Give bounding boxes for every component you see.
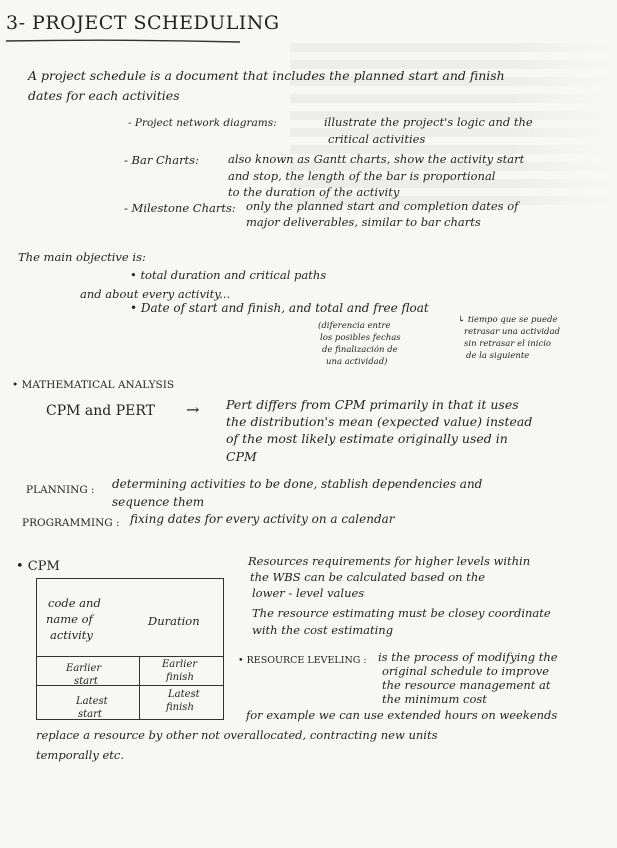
cpm-box-latest-finish-2: finish — [166, 702, 194, 713]
type-milestone-line-1: only the planned start and completion dates of — [246, 199, 519, 213]
type-network-label: - Project network diagrams: — [128, 117, 277, 129]
note-left-4: una actividad) — [326, 357, 388, 367]
math-line-1: Pert differs from CPM primarily in that it uses — [226, 397, 519, 412]
note-right-1: ↳ tiempo que se puede — [458, 315, 558, 325]
note-right-3: sin retrasar el inicio — [464, 339, 552, 349]
cpm-box-earlier-start-1: Earlier — [66, 663, 102, 674]
type-network-line-2: critical activities — [328, 132, 426, 146]
resources-line-3: lower - level values — [252, 586, 365, 600]
type-milestone-label: - Milestone Charts: — [124, 201, 236, 215]
objective-heading: The main objective is: — [18, 250, 146, 264]
intro-line-2: dates for each activities — [28, 88, 180, 103]
cpm-box-code-2: name of — [46, 612, 93, 626]
objective-cont: and about every activity... — [80, 287, 231, 301]
resources-line-4: The resource estimating must be closey coordinate — [252, 606, 551, 620]
cpm-heading: • CPM — [16, 559, 60, 574]
planning-label: PLANNING : — [26, 484, 95, 496]
cpm-box-latest-start-2: start — [78, 709, 102, 720]
example-line-1: for example we can use extended hours on weekends — [246, 708, 558, 722]
leveling-line-4: the minimum cost — [382, 692, 487, 706]
note-right-4: de la siguiente — [466, 351, 530, 361]
cpm-box-code-1: code and — [48, 596, 101, 610]
resources-line-5: with the cost estimating — [252, 623, 394, 637]
type-bar-line-3: to the duration of the activity — [228, 185, 400, 199]
cpm-box-latest-finish-1: Latest — [168, 689, 200, 700]
type-bar-label: - Bar Charts: — [124, 153, 199, 167]
cpm-box-earlier-start-2: start — [74, 676, 98, 687]
note-left-2: los posibles fechas — [320, 333, 401, 343]
leveling-line-2: original schedule to improve — [382, 664, 550, 678]
cpm-box-duration: Duration — [148, 614, 200, 628]
example-line-2: replace a resource by other not overallocated, contracting new units — [36, 728, 438, 742]
planning-line-1: determining activities to be done, stablish dependencies and — [112, 477, 483, 491]
math-line-3: of the most likely estimate originally used in — [226, 431, 508, 446]
resources-line-2: the WBS can be calculated based on the — [250, 570, 486, 584]
objective-bullet-1: • total duration and critical paths — [130, 268, 327, 282]
cpm-box-latest-start-1: Latest — [76, 696, 108, 707]
leveling-line-3: the resource management at — [382, 678, 551, 692]
cpm-box-earlier-finish-2: finish — [166, 672, 194, 683]
resources-line-1: Resources requirements for higher levels within — [248, 554, 531, 568]
type-milestone-line-2: major deliverables, similar to bar charts — [246, 215, 481, 229]
programming-text: fixing dates for every activity on a calendar — [130, 512, 395, 526]
planning-line-2: sequence them — [112, 495, 205, 509]
leveling-line-1: is the process of modifying the — [378, 650, 558, 664]
objective-bullet-2: • Date of start and finish, and total and free float — [130, 301, 429, 315]
type-bar-line-1: also known as Gantt charts, show the activity start — [228, 152, 525, 166]
note-right-2: retrasar una actividad — [464, 327, 560, 337]
math-line-4: CPM — [226, 449, 257, 464]
math-line-2: the distribution's mean (expected value) instead — [226, 414, 533, 429]
programming-label: PROGRAMMING : — [22, 517, 120, 529]
cpm-box-earlier-finish-1: Earlier — [162, 659, 198, 670]
math-arrow: → — [186, 400, 200, 419]
title-underline — [4, 38, 244, 44]
math-heading: • MATHEMATICAL ANALYSIS — [12, 379, 175, 391]
page-title: 3- PROJECT SCHEDULING — [6, 12, 280, 34]
example-line-3: temporally etc. — [36, 748, 125, 762]
type-bar-line-2: and stop, the length of the bar is proportional — [228, 169, 496, 183]
cpm-box-code-3: activity — [50, 628, 93, 642]
leveling-label: • RESOURCE LEVELING : — [238, 655, 367, 666]
intro-line-1: A project schedule is a document that includes the planned start and finish — [28, 68, 505, 83]
math-left: CPM and PERT — [46, 403, 155, 419]
note-left-1: (diferencia entre — [318, 321, 391, 331]
type-network-line-1: illustrate the project's logic and the — [324, 115, 533, 129]
note-left-3: de finalización de — [322, 345, 398, 355]
